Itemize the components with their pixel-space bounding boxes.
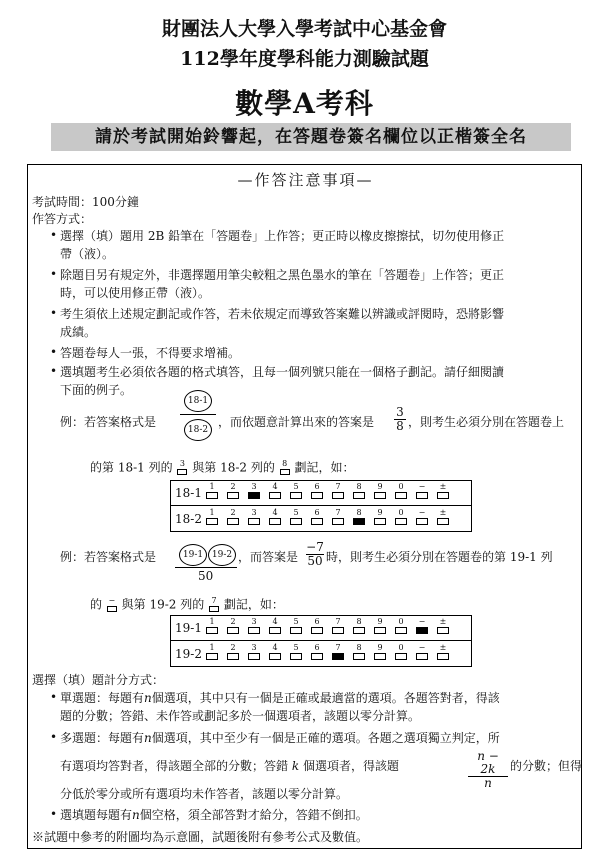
bubble-empty [269, 627, 281, 634]
exam-title: 112學年度學科能力測驗試題 [180, 48, 429, 70]
example2-line2-c: 劃記，如： [223, 597, 284, 612]
answer-bubble [268, 482, 282, 504]
bubble-empty [290, 518, 302, 525]
bubble-empty [353, 627, 365, 634]
example1-line2 [90, 460, 355, 476]
answer-grid-row [175, 508, 465, 530]
bubble-label: 1 [209, 508, 215, 517]
answer-bubble [352, 643, 366, 665]
answer-row-label: 18-2 [175, 512, 202, 526]
bubble-label: − [418, 617, 426, 626]
bubble-label: 1 [209, 482, 215, 491]
bubble-label: 5 [293, 617, 299, 626]
answer-bubble [331, 617, 345, 639]
answer-grid-row [175, 617, 465, 639]
answer-bubble [436, 617, 450, 639]
example2-line2 [90, 597, 284, 613]
bubble-label: 2 [230, 482, 236, 491]
bubble-label: 6 [314, 617, 320, 626]
bubble-label: 4 [272, 617, 278, 626]
bubble-rect [177, 469, 187, 475]
example2-answer-fraction [306, 541, 324, 568]
scoring-fraction [468, 750, 508, 790]
text: 個選項，其中至少有一個是正確的選項。各題之選項獨立判定，所 [151, 731, 500, 745]
bubble-label: 8 [356, 508, 362, 517]
text: 有選項均答對者，得該題全部的分數；答錯 [60, 759, 289, 773]
bubble-empty [374, 518, 386, 525]
bullet-icon: • [50, 267, 58, 281]
answer-bubble [331, 482, 345, 504]
bullet-icon: • [50, 345, 58, 359]
bubble-empty [311, 518, 323, 525]
method-label: 作答方式： [32, 212, 93, 226]
fraction-bar [180, 414, 216, 415]
answer-bubble [373, 643, 387, 665]
bubble-label: 8 [356, 643, 362, 652]
scoring-multi-line2 [60, 759, 399, 773]
answer-bubble [268, 617, 282, 639]
bubble-empty [353, 653, 365, 660]
bubble-label: 1 [209, 643, 215, 652]
scoring-multi-line2-end: 的分數；但得 [510, 759, 583, 773]
bubble-empty [437, 518, 449, 525]
example1-line2-c: 劃記，如： [294, 460, 355, 475]
example2-mid: ，而答案是 [238, 550, 299, 564]
answer-bubble [310, 617, 324, 639]
exam-time: 考試時間：100分鐘 [32, 195, 139, 209]
bubble-label: ± [439, 508, 447, 517]
text: 個空格，須全部答對才給分，答錯不倒扣。 [139, 808, 368, 822]
bubble-empty [374, 627, 386, 634]
bubble-label: − [108, 596, 116, 605]
subject-title: 數學A考科 [235, 87, 374, 120]
method-bullet-3-line2: 成績。 [60, 325, 97, 339]
fraction-numerator: n − 2k [468, 750, 508, 777]
fraction-numerator: 3 [394, 406, 406, 420]
bubble-filled [332, 653, 344, 660]
answer-slot-19-2: 19-2 [208, 544, 236, 566]
bubble-rect [209, 606, 219, 612]
bubble-label: 9 [377, 643, 383, 652]
bubble-label: ± [439, 643, 447, 652]
bubble-label: 2 [230, 643, 236, 652]
bubble-label: 0 [398, 482, 404, 491]
answer-bubble [352, 482, 366, 504]
organization-name: 財團法人大學入學考試中心基金會 [161, 18, 447, 40]
bubble-empty [437, 653, 449, 660]
bubble-empty [332, 518, 344, 525]
bullet-icon: • [50, 807, 58, 821]
answer-bubble [415, 482, 429, 504]
text: 單選題：每題有 [60, 691, 145, 705]
bubble-empty [395, 653, 407, 660]
answer-bubble [436, 482, 450, 504]
bubble-label: 4 [272, 482, 278, 491]
bubble-empty [311, 627, 323, 634]
bubble-empty [227, 492, 239, 499]
answer-bubble [310, 508, 324, 530]
example1-mid: ，而依題意計算出來的答案是 [218, 415, 375, 429]
bubble-empty [248, 627, 260, 634]
bubble-empty [269, 653, 281, 660]
answer-bubble [208, 597, 220, 613]
example1-prefix: 例：若答案格式是 [60, 415, 157, 429]
var-k: k [291, 759, 300, 773]
answer-slot-19-1: 19-1 [179, 544, 207, 566]
fraction-denominator: 50 [307, 554, 323, 568]
fraction-denominator: n [484, 776, 492, 790]
bubble-empty [374, 492, 386, 499]
grid-rule [171, 666, 471, 667]
method-bullet-1-line1: 選擇（填）題用 2B 鉛筆在「答題卷」上作答；更正時以橡皮擦擦拭，切勿使用修正 [60, 229, 505, 243]
bubble-empty [416, 518, 428, 525]
example2-line2-b: 與第 19-2 列的 [121, 597, 205, 612]
answer-bubble [205, 508, 219, 530]
answer-bubble [289, 643, 303, 665]
bubble-label: 3 [251, 617, 257, 626]
answer-bubble [268, 508, 282, 530]
bubble-label: 8 [282, 459, 288, 468]
answer-bubble [176, 460, 188, 476]
bubble-label: 2 [230, 508, 236, 517]
grid-rule [171, 480, 471, 481]
answer-bubble [247, 508, 261, 530]
var-n: n [144, 731, 152, 745]
answer-bubble [289, 508, 303, 530]
bubble-empty [227, 627, 239, 634]
bubble-empty [290, 492, 302, 499]
answer-slot-18-1: 18-1 [184, 390, 212, 412]
bubble-label: 3 [251, 508, 257, 517]
var-n: n [132, 808, 140, 822]
example1-suffix: ，則考生必須分別在答題卷上 [408, 415, 565, 429]
bubble-label: 3 [251, 482, 257, 491]
bullet-icon: • [50, 730, 58, 744]
bubble-empty [206, 518, 218, 525]
bubble-label: 3 [251, 643, 257, 652]
answer-slot-18-2: 18-2 [184, 419, 212, 441]
bullet-icon: • [50, 306, 58, 320]
bubble-empty [290, 627, 302, 634]
bubble-empty [353, 492, 365, 499]
bubble-label: 7 [335, 643, 341, 652]
answer-grid-row [175, 643, 465, 665]
answer-bubble [226, 508, 240, 530]
notes-title: —作答注意事項— [237, 171, 374, 189]
bubble-empty [206, 627, 218, 634]
bubble-label: − [418, 643, 426, 652]
bubble-label: 6 [314, 482, 320, 491]
bubble-empty [437, 492, 449, 499]
bubble-label: 7 [211, 596, 217, 605]
signature-banner: 請於考試開始鈴響起，在答題卷簽名欄位以正楷簽全名 [51, 123, 571, 151]
answer-bubble [373, 482, 387, 504]
scoring-fill [60, 808, 368, 822]
bubble-label: 0 [398, 643, 404, 652]
bubble-empty [206, 492, 218, 499]
answer-bubble [205, 617, 219, 639]
answer-bubble [415, 643, 429, 665]
bubble-label: 9 [377, 482, 383, 491]
text: 個選項，其中只有一個是正確或最適當的選項。各題答對者，得該 [151, 691, 500, 705]
method-bullet-1-line2: 帶（液）。 [60, 247, 115, 261]
answer-row-label: 19-2 [175, 647, 202, 661]
bubble-label: 7 [335, 508, 341, 517]
method-bullet-2-line1: 除題目另有規定外，非選擇題用筆尖較粗之黑色墨水的筆在「答題卷」上作答；更正 [60, 268, 505, 282]
bubble-label: 0 [398, 617, 404, 626]
grid-rule [171, 615, 471, 616]
bubble-empty [332, 492, 344, 499]
bubble-label: 6 [314, 643, 320, 652]
answer-bubble [373, 508, 387, 530]
text: 選填題每題有 [60, 808, 133, 822]
scoring-multi-line3: 分低於零分或所有選項均未作答者，該題以零分計算。 [60, 787, 349, 801]
bubble-rect [107, 606, 117, 612]
answer-grid-example2 [170, 615, 472, 667]
bullet-icon: • [50, 364, 58, 378]
answer-bubble [394, 482, 408, 504]
method-bullet-3-line1: 考生須依上述規定劃記或作答，若未依規定而導致答案難以辨識或評閱時，恐將影響 [60, 307, 505, 321]
grid-rule [171, 531, 471, 532]
footnote: ※試題中參考的附圖均為示意圖，試題後附有參考公式及數值。 [32, 830, 369, 844]
answer-bubble [289, 617, 303, 639]
answer-bubble [415, 508, 429, 530]
answer-bubble [436, 508, 450, 530]
example2-denominator: 50 [198, 569, 214, 583]
text: 個選項者，得該題 [302, 759, 399, 773]
answer-bubble [373, 617, 387, 639]
answer-bubble [247, 482, 261, 504]
example1-line2-a: 的第 18-1 列的 [90, 460, 173, 475]
bubble-empty [395, 518, 407, 525]
bubble-label: 3 [179, 459, 185, 468]
example2-line2-a: 的 [90, 597, 103, 612]
answer-bubble [394, 508, 408, 530]
fraction-denominator: 8 [396, 419, 404, 433]
bubble-empty [311, 492, 323, 499]
bullet-icon: • [50, 690, 58, 704]
answer-bubble [310, 643, 324, 665]
bubble-label: 6 [314, 508, 320, 517]
example2-suffix: 時，則考生必須分別在答題卷的第 19-1 列 [326, 550, 553, 564]
answer-bubble [352, 617, 366, 639]
answer-bubble [289, 482, 303, 504]
bubble-label: 4 [272, 508, 278, 517]
bubble-label: 5 [293, 508, 299, 517]
bubble-label: 0 [398, 508, 404, 517]
example1-line2-b: 與第 18-2 列的 [192, 460, 275, 475]
bubble-filled [416, 627, 428, 634]
bubble-label: − [418, 508, 426, 517]
answer-bubble [247, 643, 261, 665]
bubble-empty [416, 492, 428, 499]
answer-grid-example1 [170, 480, 472, 532]
bubble-empty [437, 627, 449, 634]
method-bullet-2-line2: 時，可以使用修正帶（液）。 [60, 286, 211, 300]
answer-row-label: 18-1 [175, 486, 202, 500]
answer-bubble [352, 508, 366, 530]
bubble-empty [248, 653, 260, 660]
answer-grid-row [175, 482, 465, 504]
grid-rule [171, 640, 471, 641]
answer-bubble [310, 482, 324, 504]
method-bullet-5-line2: 下面的例子。 [60, 383, 133, 397]
bubble-label: − [418, 482, 426, 491]
bubble-empty [269, 492, 281, 499]
example1-answer-fraction [394, 406, 406, 433]
answer-bubble [394, 617, 408, 639]
method-bullet-5-line1: 選填題考生必須依各題的格式填答，且每一個列號只能在一個格子劃記。請仔細閱讀 [60, 365, 505, 379]
bubble-label: ± [439, 482, 447, 491]
fraction-bar [175, 567, 237, 568]
scoring-multi-line1 [60, 731, 500, 745]
bubble-empty [416, 653, 428, 660]
bubble-empty [227, 653, 239, 660]
bubble-label: 9 [377, 617, 383, 626]
answer-bubble [226, 617, 240, 639]
scoring-single-line2: 題的分數；答錯、未作答或劃記多於一個選項者，該題以零分計算。 [60, 709, 421, 723]
method-bullet-4: 答題卷每人一張，不得要求增補。 [60, 346, 241, 360]
answer-bubble [247, 617, 261, 639]
bubble-label: 8 [356, 617, 362, 626]
instructions-box [27, 164, 582, 849]
bubble-empty [248, 518, 260, 525]
bubble-filled [353, 518, 365, 525]
bubble-empty [332, 627, 344, 634]
answer-bubble [205, 482, 219, 504]
answer-bubble [268, 643, 282, 665]
answer-bubble [226, 482, 240, 504]
bubble-empty [311, 653, 323, 660]
answer-bubble [226, 643, 240, 665]
bubble-label: 2 [230, 617, 236, 626]
answer-row-label: 19-1 [175, 621, 202, 635]
bubble-empty [395, 492, 407, 499]
bubble-empty [269, 518, 281, 525]
bubble-empty [227, 518, 239, 525]
text: 多選題：每題有 [60, 731, 145, 745]
bubble-label: ± [439, 617, 447, 626]
bubble-empty [206, 653, 218, 660]
answer-bubble [331, 508, 345, 530]
bubble-label: 5 [293, 482, 299, 491]
grid-rule [171, 505, 471, 506]
answer-bubble [106, 597, 118, 613]
answer-bubble [279, 460, 291, 476]
bullet-icon: • [50, 228, 58, 242]
bubble-filled [248, 492, 260, 499]
answer-bubble [205, 643, 219, 665]
bubble-empty [395, 627, 407, 634]
scoring-label: 選擇（填）題計分方式： [32, 673, 165, 687]
bubble-label: 7 [335, 482, 341, 491]
bubble-empty [290, 653, 302, 660]
answer-bubble [331, 643, 345, 665]
bubble-empty [374, 653, 386, 660]
scoring-single-line1 [60, 691, 500, 705]
answer-bubble [415, 617, 429, 639]
bubble-label: 7 [335, 617, 341, 626]
fraction-numerator: −7 [306, 540, 324, 554]
bubble-rect [280, 469, 290, 475]
var-n: n [144, 691, 152, 705]
example2-prefix: 例：若答案格式是 [60, 550, 157, 564]
bubble-label: 1 [209, 617, 215, 626]
answer-bubble [436, 643, 450, 665]
bubble-label: 4 [272, 643, 278, 652]
bubble-label: 9 [377, 508, 383, 517]
bubble-label: 5 [293, 643, 299, 652]
bubble-label: 8 [356, 482, 362, 491]
answer-bubble [394, 643, 408, 665]
